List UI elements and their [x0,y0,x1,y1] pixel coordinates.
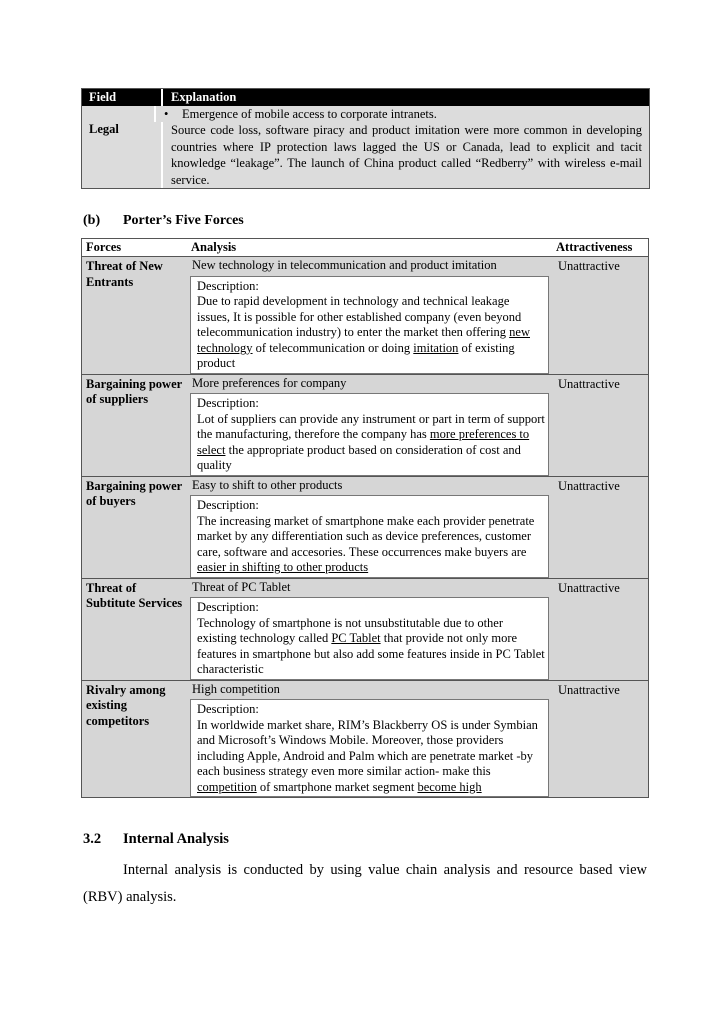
bullet-text: Emergence of mobile access to corporate intranets. [182,107,437,121]
porter-row-rivalry [82,681,648,798]
description-text: The increasing market of smartphone make each provider penetrate market by any differentiation such as device preferences, customer care, software and accesories. These occurrences make buyers are [197,513,535,559]
header-forces: Forces [86,240,122,254]
description-label: Description: [197,702,259,716]
description-label: Description: [197,600,259,614]
header-field: Field [82,89,163,106]
porter-table-header [82,239,648,257]
legal-field: Legal [82,122,163,188]
porter-row-suppliers [82,375,648,477]
section-3-2-heading [83,831,229,848]
internal-analysis-paragraph: Internal analysis is conducted by using value chain analysis and resource based view (RBV) analysis. [83,862,647,905]
description-text: In worldwide market share, RIM’s Blackberry OS is under Symbian and Microsoft’s Windows Mobile. Moreover, those providers including Apple, Android and Palm which are penetrate market -by each business strategy even more similar action- make this [197,717,538,778]
porter-row-new-entrants [82,257,648,375]
force-label: Bargaining power of buyers [82,477,186,578]
underlined-phrase: imitation [413,340,459,355]
analysis-description [190,393,549,476]
analysis-description [190,276,549,374]
description-label: Description: [197,396,259,410]
underlined-phrase: PC Tablet [331,631,381,645]
analysis-description [190,597,549,680]
analysis-title: More preferences for company [186,375,552,394]
attractiveness-rating: Unattractive [552,579,648,680]
analysis-title: New technology in telecommunication and product imitation [186,257,552,276]
analysis-description [190,495,549,578]
description-text: of smartphone market segment [256,779,418,794]
section-b-heading [83,213,244,229]
description-label: Description: [197,278,259,293]
underlined-phrase: competition [197,779,257,794]
attractiveness-rating: Unattractive [552,681,648,798]
description-text: Lot of suppliers can provide any instrument or part in term of support the manufacturing, therefore the company has [197,411,545,441]
underlined-phrase: easier in shifting to other products [197,560,369,574]
pestle-bullet-row [82,106,649,122]
section-b-title: Porter’s Five Forces [123,213,244,228]
section-3-2-title: Internal Analysis [123,831,229,847]
analysis-title: High competition [186,681,552,700]
section-3-2-number: 3.2 [83,831,102,847]
pestle-table-header [82,89,649,106]
description-text: Due to rapid development in technology and technical leakage issues, It is possible for other established company (even beyond telecommunication industry) to enter the market then offering [197,294,522,339]
porter-row-substitutes [82,579,648,681]
header-analysis: Analysis [191,240,237,254]
header-explanation: Explanation [171,90,237,104]
description-text: that provide not only more features in smartphone but also add some features inside in PC Tablet characteristic [197,631,545,676]
pestle-legal-row [82,122,649,188]
attractiveness-rating: Unattractive [552,477,648,578]
underlined-phrase: more preferences to select [197,427,530,457]
section-b-number: (b) [83,213,101,228]
description-text: of existing product [197,340,515,370]
porter-row-buyers [82,477,648,579]
header-attractiveness: Attractiveness [556,240,633,254]
underlined-phrase: become high [417,779,482,794]
description-text: the appropriate product based on consideration of cost and quality [197,442,521,472]
analysis-title: Easy to shift to other products [186,477,552,496]
force-label: Bargaining power of suppliers [82,375,186,476]
force-label: Threat of New Entrants [82,257,186,374]
description-text: Technology of smartphone is not unsubstitutable due to other existing technology called [197,615,504,645]
porter-table [81,238,649,798]
bullet-icon: • [164,107,169,121]
pestle-table [81,88,650,189]
description-label: Description: [197,498,259,512]
underlined-phrase: new technology [197,325,530,355]
analysis-description [190,699,549,797]
attractiveness-rating: Unattractive [552,375,648,476]
force-label: Rivalry among existing competitors [82,681,186,798]
description-text: of telecommunication or doing [252,340,414,355]
force-label: Threat of Subtitute Services [82,579,186,680]
legal-explanation: Source code loss, software piracy and product imitation were more common in developing countries where IP protection laws lagged the US or Canada, lead to explicit and tacit knowledge “leakage”. The launch of China product called “Redberry” with wireless e-mail service. [171,123,642,187]
attractiveness-rating: Unattractive [552,257,648,374]
analysis-title: Threat of PC Tablet [186,579,552,598]
